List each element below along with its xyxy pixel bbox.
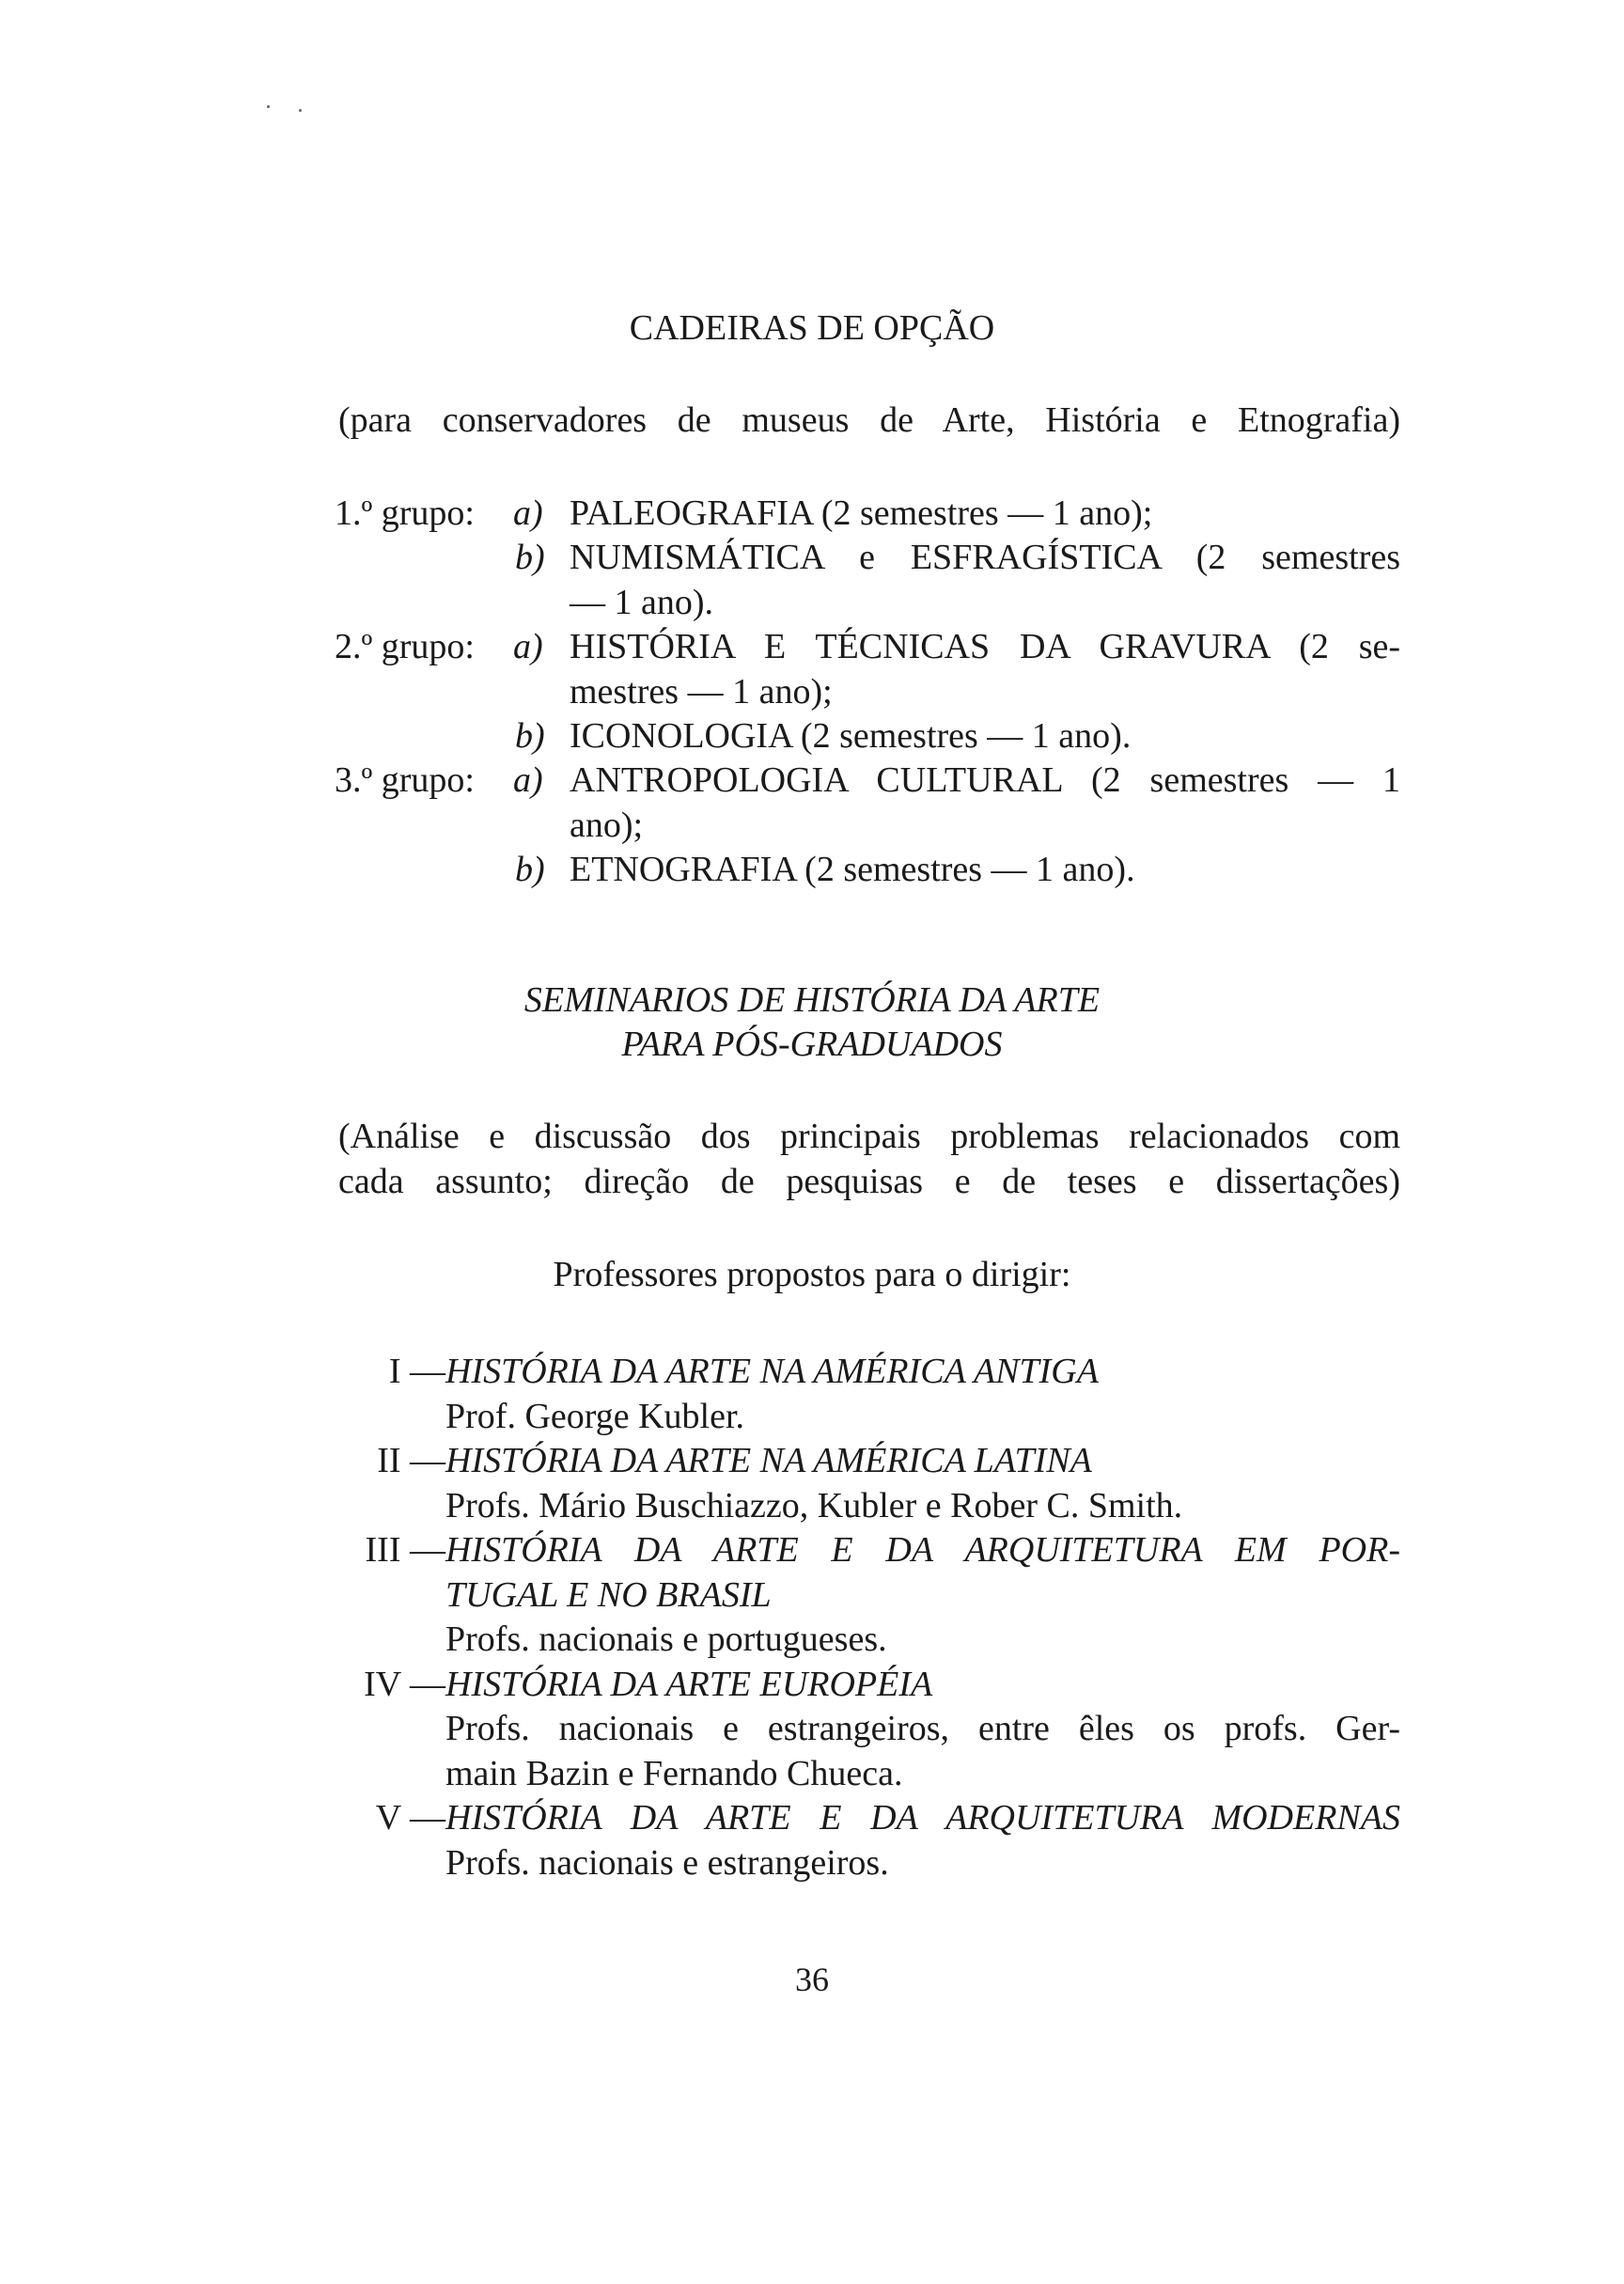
group-1-label: 1.º grupo: bbox=[335, 493, 475, 533]
group-1-item-b-line-1: NUMISMÁTICA e ESFRAGÍSTICA (2 semestres bbox=[570, 538, 1400, 577]
seminar-2-detail-line-1: Profs. Mário Buschiazzo, Kubler e Rober C. Smith. bbox=[445, 1486, 1183, 1525]
seminar-2-numeral: II — bbox=[377, 1441, 445, 1480]
seminar-3-title-line-1: HISTÓRIA DA ARTE E DA ARQUITETURA EM POR- bbox=[445, 1530, 1400, 1570]
seminar-3-detail-line-1: Profs. nacionais e portugueses. bbox=[445, 1619, 887, 1659]
seminars-title-line-2: PARA PÓS-GRADUADOS bbox=[621, 1025, 1003, 1064]
seminar-1-numeral: I — bbox=[388, 1352, 445, 1391]
group-2-item-b-line-1: ICONOLOGIA (2 semestres — 1 ano). bbox=[570, 716, 1132, 756]
seminars-title-line-1: SEMINARIOS DE HISTÓRIA DA ARTE bbox=[523, 980, 1101, 1020]
seminar-3-title-line-2: TUGAL E NO BRASIL bbox=[445, 1575, 772, 1615]
group-1-item-a-letter: a) bbox=[513, 493, 543, 533]
group-2-item-b-letter: b) bbox=[515, 716, 545, 756]
group-1-item-b-line-2: — 1 ano). bbox=[570, 583, 714, 622]
seminars-description-line-1: (Análise e discussão dos principais problemas relacionados com bbox=[338, 1117, 1400, 1156]
seminar-4-numeral: IV — bbox=[364, 1665, 445, 1704]
page-number: 36 bbox=[795, 1961, 829, 1998]
seminar-5-numeral: V — bbox=[375, 1798, 445, 1838]
group-2-label: 2.º grupo: bbox=[335, 627, 475, 666]
seminar-4-title-line-1: HISTÓRIA DA ARTE EUROPÉIA bbox=[445, 1665, 933, 1704]
group-3-item-a-line-2: ano); bbox=[570, 806, 644, 845]
group-1-item-b-letter: b) bbox=[515, 538, 545, 577]
group-2-item-a-line-1: HISTÓRIA E TÉCNICAS DA GRAVURA (2 se- bbox=[570, 627, 1400, 666]
seminar-4-detail-line-2: main Bazin e Fernando Chueca. bbox=[445, 1754, 903, 1793]
professors-intro: Professores propostos para o dirigir: bbox=[553, 1255, 1071, 1294]
group-2-item-a-letter: a) bbox=[513, 627, 543, 666]
group-1-item-a-line-1: PALEOGRAFIA (2 semestres — 1 ano); bbox=[570, 493, 1153, 533]
group-3-item-b-line-1: ETNOGRAFIA (2 semestres — 1 ano). bbox=[570, 850, 1135, 889]
seminar-1-detail-line-1: Prof. George Kubler. bbox=[445, 1397, 745, 1436]
group-3-item-a-letter: a) bbox=[513, 760, 543, 800]
seminars-description-line-2: cada assunto; direção de pesquisas e de teses e dissertações) bbox=[338, 1162, 1400, 1201]
section-subheading-text: (para conservadores de museus de Arte, História e Etnografia) bbox=[338, 400, 1400, 440]
group-3-label: 3.º grupo: bbox=[335, 760, 475, 800]
seminar-4-detail-line-1: Profs. nacionais e estrangeiros, entre êles os profs. Ger- bbox=[445, 1709, 1400, 1748]
seminar-1-title-line-1: HISTÓRIA DA ARTE NA AMÉRICA ANTIGA bbox=[445, 1352, 1099, 1391]
scan-specks bbox=[267, 105, 323, 115]
seminar-5-title-line-1: HISTÓRIA DA ARTE E DA ARQUITETURA MODERNAS bbox=[445, 1798, 1400, 1838]
section-heading: CADEIRAS DE OPÇÃO bbox=[629, 308, 995, 348]
section-subheading bbox=[338, 402, 1400, 438]
group-3-item-b-letter: b) bbox=[515, 850, 545, 889]
group-2-item-a-line-2: mestres — 1 ano); bbox=[570, 672, 833, 712]
seminar-5-detail-line-1: Profs. nacionais e estrangeiros. bbox=[445, 1843, 889, 1883]
seminar-2-title-line-1: HISTÓRIA DA ARTE NA AMÉRICA LATINA bbox=[445, 1441, 1092, 1480]
group-3-item-a-line-1: ANTROPOLOGIA CULTURAL (2 semestres — 1 bbox=[570, 760, 1400, 800]
seminar-3-numeral: III — bbox=[365, 1530, 445, 1570]
